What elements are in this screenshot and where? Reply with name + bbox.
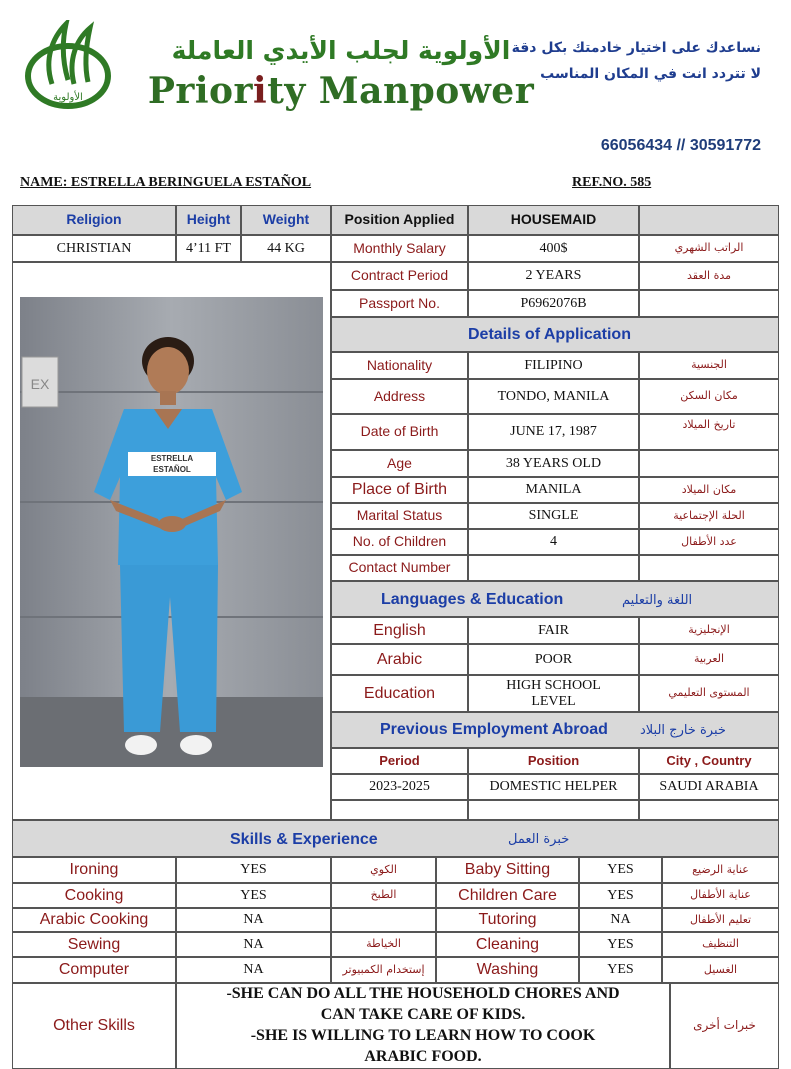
english-label: English (331, 617, 468, 644)
english-value: FAIR (468, 617, 639, 644)
skill-left-label: Arabic Cooking (12, 908, 176, 932)
contact-blank-cell (639, 555, 779, 581)
nationality-label: Nationality (331, 352, 468, 379)
height-value: 4’11 FT (176, 235, 241, 262)
skill-left-value: YES (176, 857, 331, 883)
children-value: 4 (468, 529, 639, 555)
monthly-salary-label: Monthly Salary (331, 235, 468, 262)
skill-left-ar (331, 908, 436, 932)
children-label: No. of Children (331, 529, 468, 555)
skill-right-ar: التنظيف (662, 932, 779, 957)
skill-right-label: Tutoring (436, 908, 579, 932)
skill-right-ar: تعليم الأطفال (662, 908, 779, 932)
place-of-birth-label: Place of Birth (331, 477, 468, 503)
reference-number: REF.NO. 585 (572, 175, 652, 190)
passport-value: P6962076B (468, 290, 639, 317)
skill-right-value: NA (579, 908, 662, 932)
badge-name-line-2: ESTAÑOL (153, 465, 191, 474)
contract-period-label: Contract Period (331, 262, 468, 290)
english-arabic: الإنجليزية (639, 617, 779, 644)
other-skills-line-3: -SHE IS WILLING TO LEARN HOW TO COOK (250, 1027, 596, 1044)
skill-left-value: YES (176, 883, 331, 908)
religion-header: Religion (12, 205, 176, 235)
employment-row-country: SAUDI ARABIA (639, 774, 779, 800)
skill-right-label: Children Care (436, 883, 579, 908)
svg-text:EX: EX (30, 376, 50, 392)
company-name-english: Priority Manpower (147, 70, 535, 112)
badge-name-line-1: ESTRELLA (150, 454, 194, 463)
skills-title-arabic: خبرة العمل (508, 832, 570, 847)
marital-status-value: SINGLE (468, 503, 639, 529)
children-arabic: عدد الأطفال (639, 529, 779, 555)
contact-number-value (468, 555, 639, 581)
age-blank-cell (639, 450, 779, 477)
contract-period-arabic: مدة العقد (639, 262, 779, 290)
monthly-salary-arabic: الراتب الشهري (639, 235, 779, 262)
other-skills-label: Other Skills (12, 983, 176, 1069)
phone-numbers: 66056434 // 30591772 (600, 137, 761, 154)
languages-title-arabic: اللغة والتعليم (622, 593, 693, 608)
employment-col-country: City , Country (639, 748, 779, 774)
contract-period-value: 2 YEARS (468, 262, 639, 290)
skill-right-label: Washing (436, 957, 579, 983)
applicant-name: NAME: ESTRELLA BERINGUELA ESTAÑOL (20, 175, 312, 190)
marital-status-arabic: الحلة الإجتماعية (639, 503, 779, 529)
skill-left-ar: الطبخ (331, 883, 436, 908)
skill-left-label: Computer (12, 957, 176, 983)
dob-value: JUNE 17, 1987 (468, 414, 639, 450)
nationality-value: FILIPINO (468, 352, 639, 379)
other-skills-line-2: CAN TAKE CARE OF KIDS. (320, 1006, 526, 1024)
education-value-line-1: HIGH SCHOOL (506, 678, 601, 694)
applicant-photo (20, 297, 323, 767)
applicant-photo-drawing (20, 297, 323, 767)
marital-status-label: Marital Status (331, 503, 468, 529)
skill-left-value: NA (176, 932, 331, 957)
place-of-birth-value: MANILA (468, 477, 639, 503)
tagline-arabic-1: نساعدك على اختيار خادمتك بكل دقة (511, 40, 761, 56)
height-header: Height (176, 205, 241, 235)
company-name-arabic: الأولوية لجلب الأيدي العاملة (171, 36, 511, 65)
skill-left-label: Sewing (12, 932, 176, 957)
skill-right-value: YES (579, 857, 662, 883)
other-skills-line-4: ARABIC FOOD. (364, 1047, 482, 1065)
languages-title: Languages & Education (381, 591, 564, 608)
position-applied-header: Position Applied (331, 205, 468, 235)
svg-text:الأولوية: الأولوية (53, 92, 83, 103)
skill-left-value: NA (176, 957, 331, 983)
address-label: Address (331, 379, 468, 414)
other-skills-line-1: -SHE CAN DO ALL THE HOUSEHOLD CHORES AND (226, 985, 620, 1003)
employment-row-position: DOMESTIC HELPER (468, 774, 639, 800)
skill-left-ar: الكوي (331, 857, 436, 883)
skill-left-label: Cooking (12, 883, 176, 908)
education-value (468, 675, 639, 712)
employment-empty-row-position (468, 800, 639, 820)
education-label: Education (331, 675, 468, 712)
age-label: Age (331, 450, 468, 477)
employment-empty-row-country (639, 800, 779, 820)
skill-right-label: Cleaning (436, 932, 579, 957)
employment-col-period: Period (331, 748, 468, 774)
skill-left-value: NA (176, 908, 331, 932)
skill-left-label: Ironing (12, 857, 176, 883)
tagline-arabic-2: لا تتردد انت في المكان المناسب (540, 66, 761, 82)
employment-title: Previous Employment Abroad (380, 721, 608, 738)
skill-right-ar: عناية الرضيع (662, 857, 779, 883)
skills-title: Skills & Experience (230, 831, 378, 848)
arabic-arabic: العربية (639, 644, 779, 675)
skill-right-value: YES (579, 957, 662, 983)
monthly-salary-value: 400$ (468, 235, 639, 262)
address-arabic: مكان السكن (639, 379, 779, 414)
age-value: 38 YEARS OLD (468, 450, 639, 477)
position-applied-value: HOUSEMAID (468, 205, 639, 235)
address-value: TONDO, MANILA (468, 379, 639, 414)
employment-empty-row-period (331, 800, 468, 820)
employment-col-position: Position (468, 748, 639, 774)
skill-left-ar: إستخدام الكمبيوتر (331, 957, 436, 983)
other-skills-text (176, 983, 670, 1069)
details-title: Details of Application (468, 326, 631, 343)
other-skills-arabic: خبرات أخرى (670, 983, 779, 1069)
skill-right-value: YES (579, 883, 662, 908)
employment-row-period: 2023-2025 (331, 774, 468, 800)
weight-value: 44 KG (241, 235, 331, 262)
nationality-arabic: الجنسية (639, 352, 779, 379)
skill-right-label: Baby Sitting (436, 857, 579, 883)
education-arabic: المستوى التعليمي (639, 675, 779, 712)
dob-label: Date of Birth (331, 414, 468, 450)
position-blank-cell (639, 205, 779, 235)
arabic-label: Arabic (331, 644, 468, 675)
company-logo-emblem (22, 20, 114, 112)
skill-right-ar: عناية الأطفال (662, 883, 779, 908)
passport-blank-cell (639, 290, 779, 317)
dob-arabic: تاريخ الميلاد (639, 414, 779, 450)
skill-right-value: YES (579, 932, 662, 957)
place-of-birth-arabic: مكان الميلاد (639, 477, 779, 503)
religion-value: CHRISTIAN (12, 235, 176, 262)
arabic-value: POOR (468, 644, 639, 675)
skill-left-ar: الخياطة (331, 932, 436, 957)
contact-number-label: Contact Number (331, 555, 468, 581)
passport-label: Passport No. (331, 290, 468, 317)
skill-right-ar: الغسيل (662, 957, 779, 983)
weight-header: Weight (241, 205, 331, 235)
education-value-line-2: LEVEL (531, 693, 576, 709)
skills-section-header (12, 820, 779, 857)
employment-title-arabic: خبرة خارج البلاد (640, 723, 726, 738)
